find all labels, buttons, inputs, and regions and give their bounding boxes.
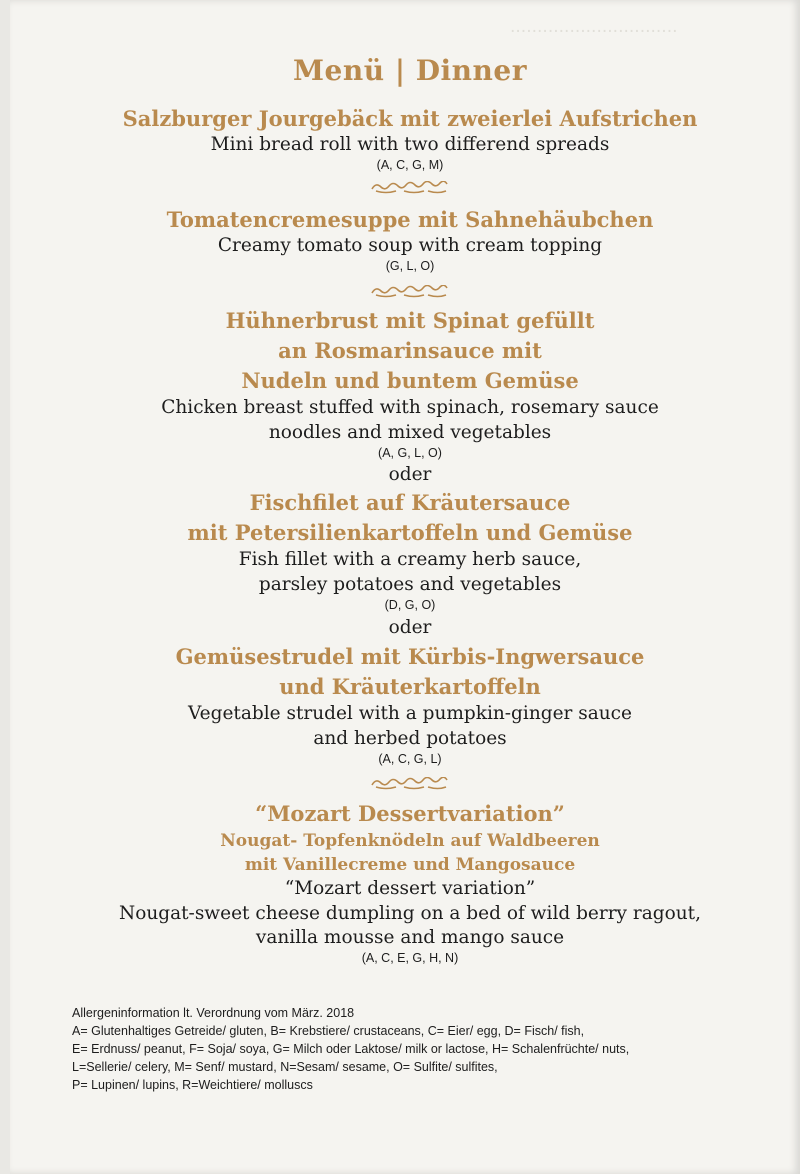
ornament-divider (22, 777, 798, 791)
dessert-german-line-2: mit Vanillecreme und Mangosauce (244, 855, 576, 875)
allergen-info-line: P= Lupinen/ lupins, R=Weichtiere/ molluscs (72, 1078, 313, 1092)
allergen-info-line: Allergeninformation lt. Verordnung vom März. 2018 (72, 1006, 355, 1020)
course-1-allergens: (A, C, G, M) (376, 158, 444, 172)
menu-title: Menü | Dinner (293, 54, 527, 87)
course-2-german: Tomatencremesuppe mit Sahnehäubchen (166, 207, 654, 232)
main-3-english-line-2: and herbed potatoes (313, 728, 507, 749)
dessert-german-line-1: Nougat- Topfenknödeln auf Waldbeeren (220, 831, 600, 851)
main-1-german-line-3: Nudeln und buntem Gemüse (241, 368, 579, 393)
main-1-german-line-2: an Rosmarinsauce mit (278, 338, 542, 363)
show-through-decoration: ······························· (510, 22, 678, 42)
main-3-english-line-1: Vegetable strudel with a pumpkin-ginger sauce (188, 703, 632, 724)
allergen-info-line: A= Glutenhaltiges Getreide/ gluten, B= Krebstiere/ crustaceans, C= Eier/ egg, D= Fisch/ fish, (72, 1024, 585, 1038)
course-2-english: Creamy tomato soup with cream topping (217, 235, 603, 256)
separator-or: oder (388, 464, 432, 485)
allergen-info-line: L=Sellerie/ celery, M= Senf/ mustard, N=Sesam/ sesame, O= Sulfite/ sulfites, (72, 1060, 498, 1074)
ornament-divider (22, 285, 798, 299)
main-1-german-line-1: Hühnerbrust mit Spinat gefüllt (225, 308, 595, 333)
allergen-information (72, 1004, 772, 1094)
menu-page (10, 0, 800, 1174)
main-2-english-line-1: Fish fillet with a creamy herb sauce, (238, 549, 582, 570)
main-2-german-line-1: Fischfilet auf Kräutersauce (249, 490, 571, 515)
course-1-english: Mini bread roll with two differend spreads (210, 134, 610, 155)
dessert-title-english: “Mozart dessert variation” (284, 878, 536, 899)
main-3-german-line-1: Gemüsestrudel mit Kürbis-Ingwersauce (175, 644, 645, 669)
main-1-allergens: (A, G, L, O) (378, 446, 442, 460)
dessert-title-german: “Mozart Dessertvariation” (255, 801, 565, 826)
dessert-english-line-1: Nougat-sweet cheese dumpling on a bed of wild berry ragout, (119, 903, 701, 924)
course-1-german: Salzburger Jourgebäck mit zweierlei Aufstrichen (122, 106, 698, 131)
main-3-german-line-2: und Kräuterkartoffeln (279, 674, 541, 699)
main-3-allergens: (A, C, G, L) (378, 752, 442, 766)
main-2-english-line-2: parsley potatoes and vegetables (258, 574, 562, 595)
main-2-allergens: (D, G, O) (384, 598, 436, 612)
dessert-english-line-2: vanilla mousse and mango sauce (255, 927, 565, 948)
main-2-german-line-2: mit Petersilienkartoffeln und Gemüse (187, 520, 633, 545)
dessert-allergens: (A, C, E, G, H, N) (361, 951, 459, 965)
main-1-english-line-2: noodles and mixed vegetables (268, 422, 552, 443)
course-2-allergens: (G, L, O) (385, 259, 435, 273)
allergen-info-line: E= Erdnuss/ peanut, F= Soja/ soya, G= Milch oder Laktose/ milk or lactose, H= Schalenfrüchte/ nuts, (72, 1042, 630, 1056)
ornament-divider (22, 181, 798, 195)
main-1-english-line-1: Chicken breast stuffed with spinach, rosemary sauce (161, 397, 659, 418)
separator-or: oder (388, 617, 432, 638)
